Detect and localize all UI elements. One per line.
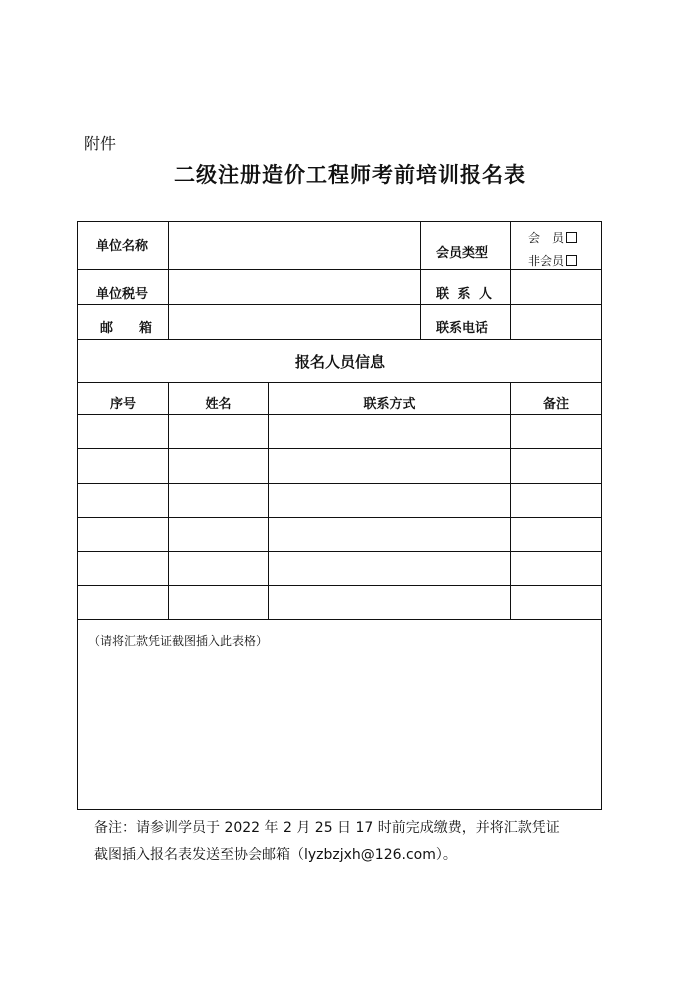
header-remarks: 备注 [542,396,569,412]
email-field[interactable] [169,305,420,339]
border-bottom [77,809,602,810]
table-row[interactable] [78,552,601,585]
unit-name-field[interactable] [169,222,420,269]
tax-id-label: 单位税号 [96,286,149,302]
table-row[interactable] [78,415,601,448]
contact-person-field[interactable] [511,270,601,304]
table-row[interactable] [78,586,601,619]
tax-id-field[interactable] [169,270,420,304]
member-option-label: 会 员 [528,231,565,245]
phone-label: 联系电话 [436,320,489,336]
unit-name-label: 单位名称 [96,238,149,254]
attachment-label: 附件 [84,134,117,153]
non-member-option[interactable] [528,252,577,269]
member-checkbox[interactable] [566,232,577,243]
col-line [420,221,421,340]
contact-person-label: 联 系 人 [436,286,495,302]
phone-field[interactable] [511,305,601,339]
upload-note: （请将汇款凭证截图插入此表格） [88,634,269,648]
footnote-line2: 截图插入报名表发送至协会邮箱（lyzbzjxh@126.com）。 [94,847,457,863]
header-contact: 联系方式 [363,396,416,412]
table-row[interactable] [78,484,601,517]
row-line [77,382,602,383]
section-title: 报名人员信息 [294,352,385,371]
footnote [94,815,624,869]
email-label: 邮 箱 [100,320,153,336]
table-row[interactable] [78,449,601,483]
member-type-label: 会员类型 [436,245,489,261]
non-member-option-label: 非会员 [528,254,565,268]
table-row[interactable] [78,518,601,551]
non-member-checkbox[interactable] [566,255,577,266]
footnote-line1: 备注：请参训学员于 2022 年 2 月 25 日 17 时前完成缴费，并将汇款凭证 [94,820,560,836]
header-index: 序号 [109,396,136,412]
member-option[interactable] [528,229,577,246]
header-name: 姓名 [205,396,232,412]
form-title: 二级注册造价工程师考前培训报名表 [174,162,526,187]
